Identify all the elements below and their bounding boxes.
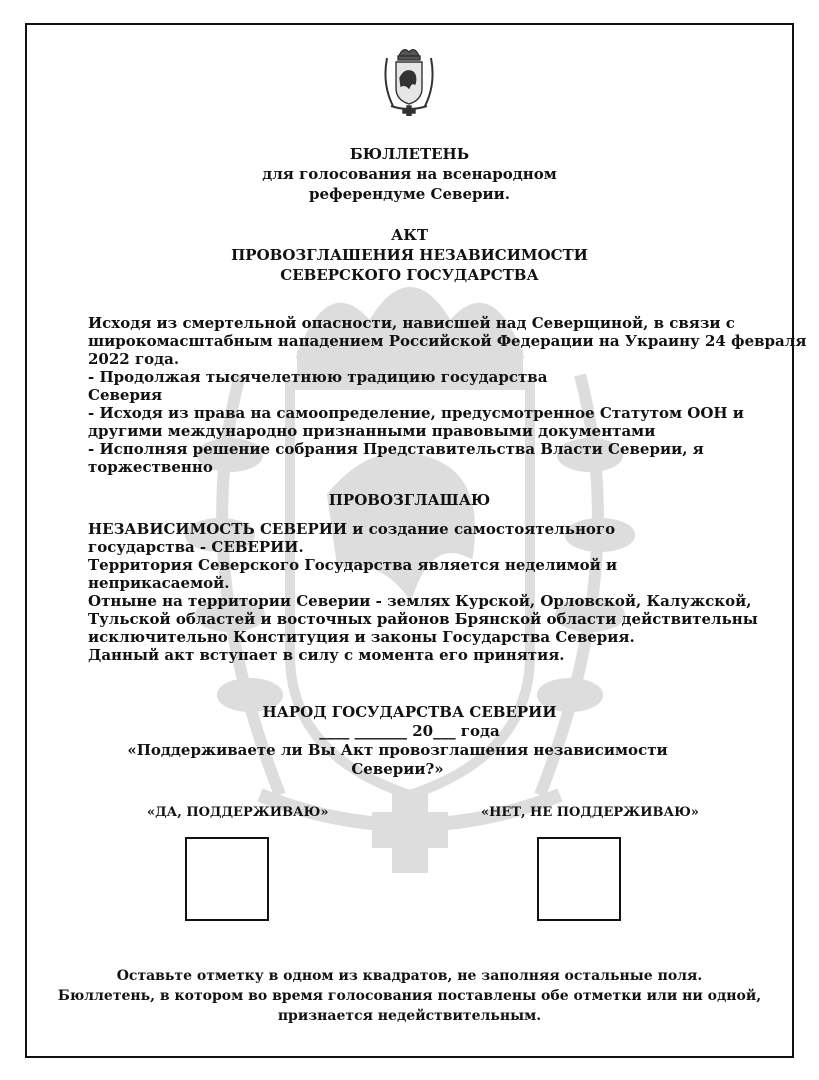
act-declaration (88, 520, 758, 664)
preamble-line: торжественно (88, 458, 213, 476)
ballot-title: БЮЛЛЕТЕНЬ (349, 145, 470, 163)
act-heading: АКТ (390, 226, 429, 244)
yes-option-label: «ДА, ПОДДЕРЖИВАЮ» (147, 805, 329, 820)
preamble-line: широкомасштабным нападением Российской Федерации на Украину 24 февраля (88, 332, 807, 350)
no-checkbox[interactable] (537, 837, 621, 921)
declaration-line: государства - СЕВЕРИИ. (88, 538, 304, 556)
instructions-line3: признается недействительным. (277, 1008, 542, 1024)
act-heading-line2: ПРОВОЗГЛАШЕНИЯ НЕЗАВИСИМОСТИ (231, 246, 588, 264)
act-preamble (88, 314, 807, 476)
preamble-line: Северия (88, 386, 163, 404)
preamble-line: - Продолжая тысячелетнюю традицию государства (88, 368, 548, 386)
people-signature: НАРОД ГОСУДАРСТВА СЕВЕРИИ (262, 703, 557, 721)
proclaim-heading: ПРОВОЗГЛАШАЮ (328, 491, 491, 509)
declaration-line: Тульской областей и восточных районов Брянской области действительны (88, 610, 758, 628)
declaration-line: Территория Северского Государства является неделимой и (88, 556, 618, 574)
yes-checkbox[interactable] (185, 837, 269, 921)
instructions-line2: Бюллетень, в котором во время голосования поставлены обе отметки или ни одной, (57, 988, 762, 1004)
instructions-line1: Оставьте отметку в одном из квадратов, не заполняя остальные поля. (116, 968, 703, 984)
ballot-subtitle-line2: референдуме Северии. (309, 185, 510, 203)
declaration-line: исключительно Конституция и законы Государства Северия. (88, 628, 635, 646)
referendum-question-line2: Северии?» (351, 760, 444, 778)
declaration-line: Данный акт вступает в силу с момента его принятия. (88, 646, 565, 664)
declaration-line: неприкасаемой. (88, 574, 230, 592)
preamble-line: Исходя из смертельной опасности, нависшей над Северщиной, в связи с (88, 314, 735, 332)
preamble-line: 2022 года. (88, 350, 180, 368)
date-line: ____ _______ 20___ года (319, 722, 500, 740)
preamble-line: другими международно признанными правовыми документами (88, 422, 656, 440)
declaration-line: НЕЗАВИСИМОСТЬ СЕВЕРИИ и создание самостоятельного (88, 520, 616, 538)
act-heading-line3: СЕВЕРСКОГО ГОСУДАРСТВА (280, 266, 539, 284)
coat-of-arms-emblem (381, 44, 437, 116)
referendum-question-line1: «Поддерживаете ли Вы Акт провозглашения независимости (127, 741, 668, 759)
ballot-subtitle-line1: для голосования на всенародном (262, 165, 557, 183)
declaration-line: Отныне на территории Северии - землях Курской, Орловской, Калужской, (88, 592, 752, 610)
preamble-line: - Исполняя решение собрания Представительства Власти Северии, я (88, 440, 704, 458)
preamble-line: - Исходя из права на самоопределение, предусмотренное Статутом ООН и (88, 404, 744, 422)
no-option-label: «НЕТ, НЕ ПОДДЕРЖИВАЮ» (481, 805, 699, 820)
